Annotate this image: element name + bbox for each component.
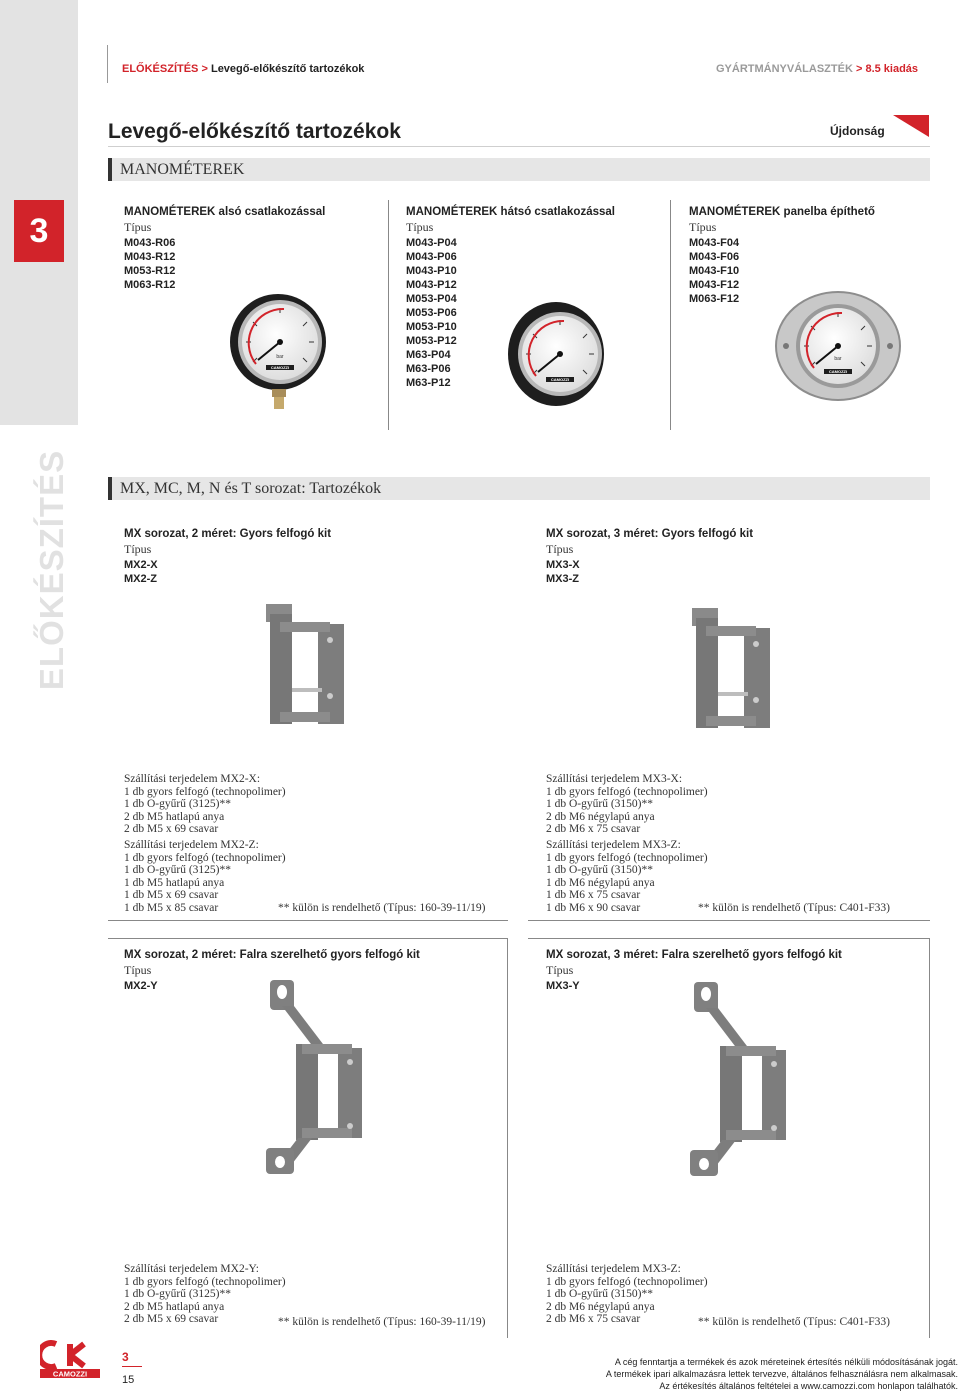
type-code: M043-F10 [689,265,740,277]
breadcrumb-section[interactable]: ELŐKÉSZÍTÉS [122,63,199,75]
chapter-number: 3 [14,200,64,262]
type-code-list [124,236,325,292]
kit-mx2-quick-block [124,528,331,586]
breadcrumb-current: Levegő-előkészítő tartozékok [210,63,365,75]
camozzi-logo [40,1340,100,1378]
edition: 8.5 kiadás [865,63,919,75]
row-rule [108,938,508,939]
page-title: Levegő-előkészítő tartozékok [108,120,401,143]
type-code: M043-P10 [406,265,457,277]
type-code: M043-F06 [689,251,740,263]
footer-disclaimer: A cég fenntartja a termékek és azok méreteinek értesítés nélküli módosításának jogát. A termékek ipari alkalmazásra lettek tervezve, általános felhasználásra nem alkalmasak. Az értékesítés általános feltételei a www.camozzi.com honlapon találhatók. [605,1357,958,1391]
catalog-name: GYÁRTMÁNYVÁLASZTÉK [716,63,853,75]
separate-order-note: ** külön is rendelhető (Típus: C401-F33) [698,1316,890,1328]
type-label: Típus [124,963,152,977]
type-code: M63-P06 [406,363,451,375]
type-code: M043-P04 [406,237,457,249]
product-title: MANOMÉTEREK hátsó csatlakozással [406,206,615,218]
logo-text: CAMOZZI [52,1369,88,1378]
type-label: Típus [546,963,574,977]
header-divider [107,45,108,83]
section-title: MANOMÉTEREK [120,160,245,178]
wall-clamp-mx3-image [686,980,790,1178]
type-code: M063-R12 [124,279,176,291]
section-band-manometers [108,158,930,181]
kit-mx3-quick-block [546,528,753,586]
row-rule [528,938,930,939]
column-separator [388,200,389,430]
type-code: MX2-Y [124,980,158,992]
manometer-back-image [506,298,610,410]
type-code: M063-F12 [689,293,740,305]
type-code: M043-R12 [124,251,176,263]
footer-chapter: 3 [122,1350,129,1364]
type-code: M053-R12 [124,265,176,277]
type-label: Típus [124,220,152,234]
type-label: Típus [124,542,152,556]
product-title: MX sorozat, 3 méret: Falra szerelhető gyors felfogó kit [546,949,842,961]
type-code: M053-P06 [406,307,457,319]
type-code: MX2-Z [124,573,157,585]
manometer-panel-image [772,290,904,402]
quick-clamp-mx3-image [692,608,774,736]
product-title: MANOMÉTEREK panelba építhető [689,206,875,218]
quick-clamp-mx2-image [266,604,348,732]
gauge-unit-label: bar [276,354,284,360]
page-number: 15 [122,1374,135,1386]
new-flag-icon [893,115,929,137]
delivery-scope-list: Szállítási terjedelem MX2-X: 1 db gyors felfogó (technopolimer) 1 db O-gyűrű (3125)** 2 db M5 hatlapú anya 2 db M5 x 69 csavar Szállítási terjedelem MX2-Z: 1 db gyors felfogó (technopolimer) 1 db O-gyűrű (3125)** 1 db M5 hatlapú anya 1 db M5 x 69 csavar 1 db M5 x 85 csavar [124,773,286,914]
title-rule [108,146,930,147]
gauge-brand-label: CAMOZZI [550,377,570,382]
product-title: MX sorozat, 2 méret: Gyors felfogó kit [124,528,332,540]
type-code: M63-P12 [406,377,451,389]
type-code: MX3-X [546,559,580,571]
row-rule [108,920,508,921]
type-code-list [546,558,753,586]
column-separator [507,938,508,1338]
separate-order-note: ** külön is rendelhető (Típus: 160-39-11/19) [278,1316,486,1328]
type-code: M053-P12 [406,335,457,347]
product-title: MX sorozat, 3 méret: Gyors felfogó kit [546,528,754,540]
product-title: MANOMÉTEREK alsó csatlakozással [124,206,326,218]
wall-clamp-mx2-image [262,978,366,1176]
column-separator [670,200,671,430]
type-code: M043-P12 [406,279,457,291]
type-label: Típus [546,542,574,556]
type-code: M043-F04 [689,237,740,249]
type-label: Típus [406,220,434,234]
row-rule [528,920,930,921]
type-label: Típus [689,220,717,234]
gauge-unit-label: bar [834,356,842,362]
separate-order-note: ** külön is rendelhető (Típus: C401-F33) [698,902,890,914]
type-code: M053-P04 [406,293,457,305]
type-code: M043-F12 [689,279,740,291]
section-band-accessories [108,477,930,500]
manometer-bottom-block [124,206,325,292]
type-code: M043-R06 [124,237,176,249]
side-section-label: ELŐKÉSZÍTÉS [33,449,71,690]
type-code-list [124,558,331,586]
breadcrumb: ELŐKÉSZÍTÉS > Levegő-előkészítő tartozékok [122,63,365,75]
manometer-bottom-image [228,290,332,416]
section-title: MX, MC, M, N és T sorozat: Tartozékok [120,479,382,497]
delivery-scope-list: Szállítási terjedelem MX3-X: 1 db gyors felfogó (technopolimer) 1 db O-gyűrű (3150)** 2 db M6 négylapú anya 2 db M6 x 75 csavar Szállítási terjedelem MX3-Z: 1 db gyors felfogó (technopolimer) 1 db O-gyűrű (3150)** 1 db M6 négylapú anya 1 db M6 x 75 csavar 1 db M6 x 90 csavar [546,773,708,914]
gauge-brand-label: CAMOZZI [270,365,290,370]
type-code: MX3-Z [546,573,579,585]
new-label: Újdonság [830,124,885,138]
footer-chapter-rule [122,1366,142,1367]
type-code: M053-P10 [406,321,457,333]
delivery-scope-list: Szállítási terjedelem MX2-Y: 1 db gyors felfogó (technopolimer) 1 db O-gyűrű (3125)** 2 db M5 hatlapú anya 2 db M5 x 69 csavar [124,1263,286,1326]
catalog-edition: GYÁRTMÁNYVÁLASZTÉK > 8.5 kiadás [716,63,919,75]
gauge-brand-label: CAMOZZI [828,369,848,374]
type-code: M63-P04 [406,349,451,361]
delivery-scope-list: Szállítási terjedelem MX3-Z: 1 db gyors felfogó (technopolimer) 1 db O-gyűrű (3150)** 2 db M6 négylapú anya 2 db M6 x 75 csavar [546,1263,708,1326]
type-code: MX3-Y [546,980,580,992]
type-code: M043-P06 [406,251,457,263]
column-separator [929,938,930,1338]
type-code: MX2-X [124,559,158,571]
separate-order-note: ** külön is rendelhető (Típus: 160-39-11/19) [278,902,486,914]
product-title: MX sorozat, 2 méret: Falra szerelhető gyors felfogó kit [124,949,420,961]
